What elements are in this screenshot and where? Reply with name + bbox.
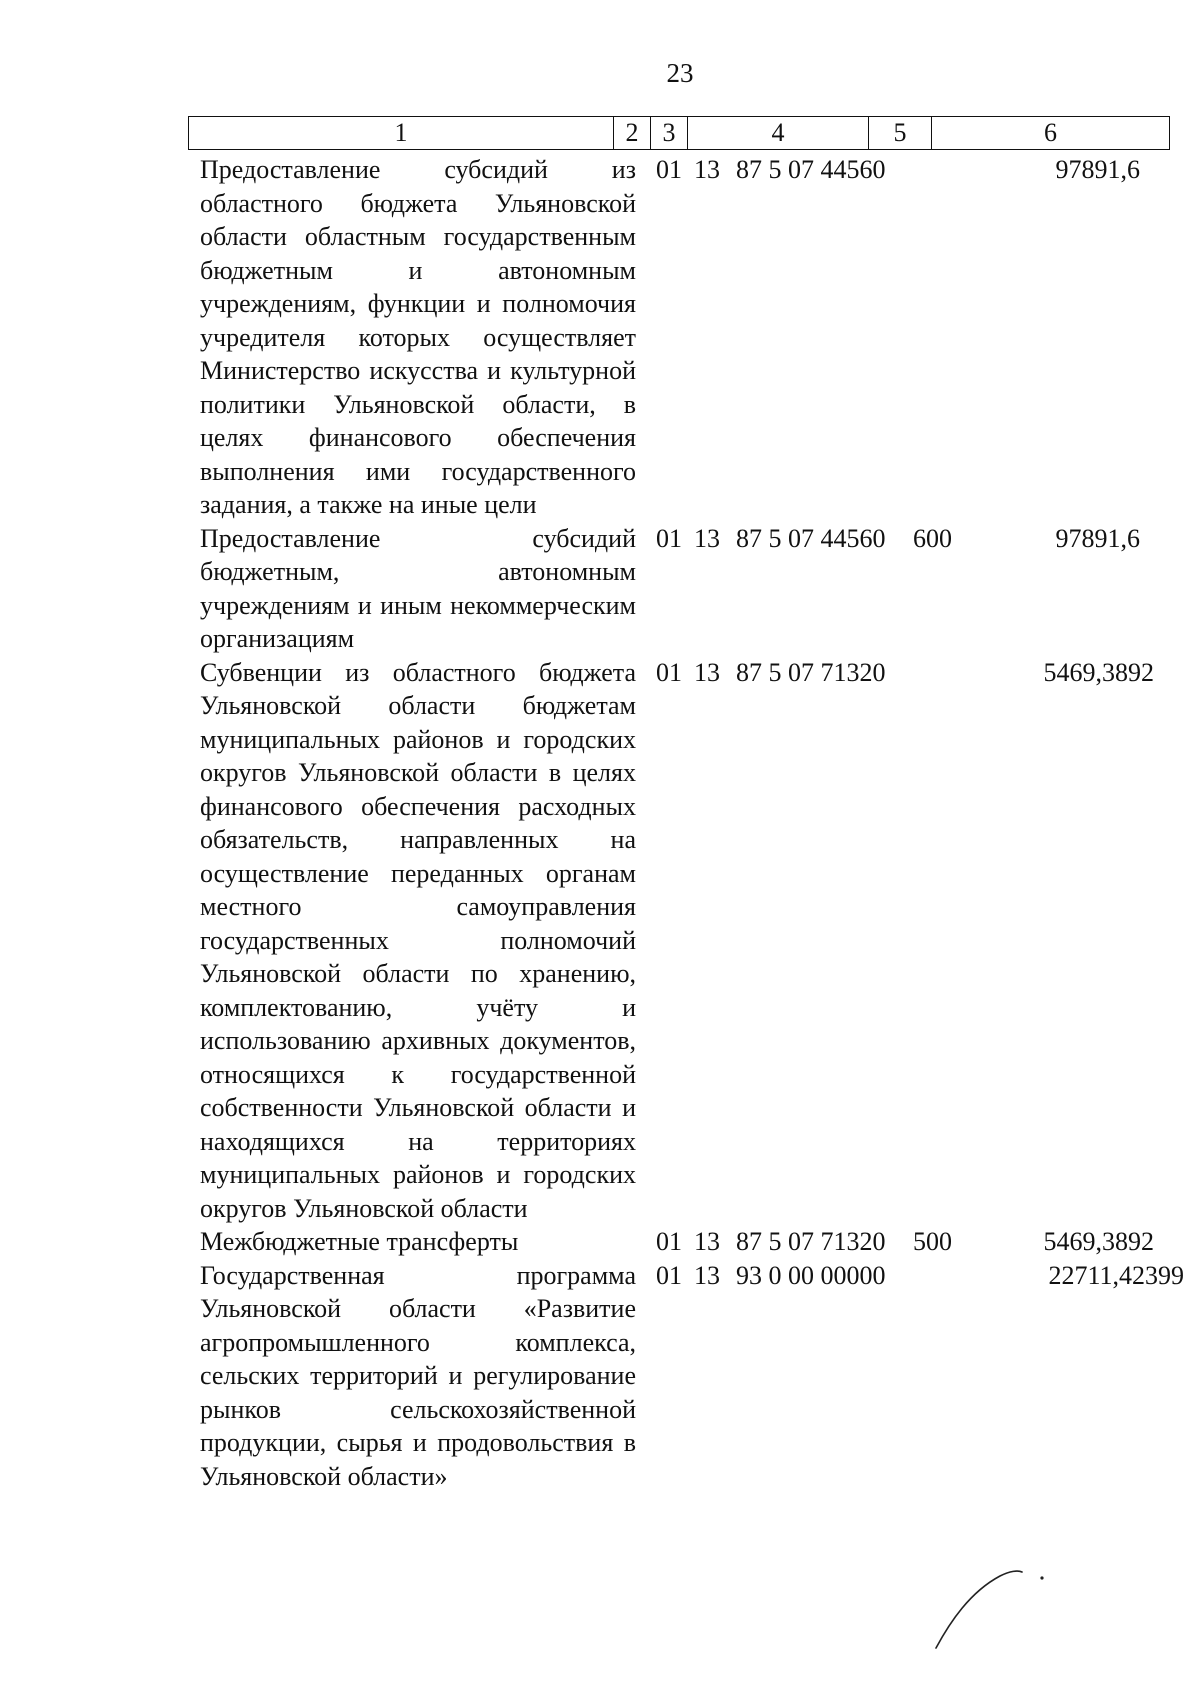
table-row xyxy=(200,656,1180,1226)
row-description: Субвенции из областного бюджета Ульяновской области бюджетам муниципальных районов и городских округов Ульяновской области в целях финансового обеспечения расходных обязательств, направленных на осуществление переданных органам местного самоуправления государственных полномочий Ульяновской области по хранению, комплектованию, учёту и использованию архивных документов, относящихся к государственной собственности Ульяновской области и находящихся на территориях муниципальных районов и городских округов Ульяновской области xyxy=(200,657,636,1223)
page-number: 23 xyxy=(666,58,694,88)
table-row xyxy=(200,1259,1184,1494)
table-row xyxy=(200,1225,1180,1259)
row-expense-type: 500 xyxy=(913,1227,952,1256)
table-body xyxy=(200,153,1184,1493)
row-section: 01 xyxy=(656,657,682,687)
table-row xyxy=(200,153,1180,522)
row-subsection: 13 xyxy=(694,1227,720,1256)
row-amount: 97891,6 xyxy=(1055,523,1140,553)
header-col-1: 1 xyxy=(394,118,408,147)
header-col-2: 2 xyxy=(614,117,651,150)
row-section: 01 xyxy=(656,1227,682,1256)
row-target-article: 93 0 00 00000 xyxy=(736,1260,886,1290)
table-row xyxy=(200,522,1180,656)
row-subsection: 13 xyxy=(694,523,720,553)
header-col-5: 5 xyxy=(869,117,932,150)
row-subsection: 13 xyxy=(694,155,720,184)
row-description: Предоставление субсидий из областного бюджета Ульяновской области областным государственным бюджетным и автономным учреждениям, функции и полномочия учредителя которых осуществляет Министерство искусства и культурной политики Ульяновской области, в целях финансового обеспечения выполнения ими государственного задания, а также на иные цели xyxy=(200,155,636,519)
row-amount: 5469,3892 xyxy=(1043,1227,1154,1256)
row-description: Предоставление субсидий бюджетным, автономным учреждениям и иным некоммерческим организациям xyxy=(200,523,636,653)
row-target-article: 87 5 07 44560 xyxy=(736,523,886,553)
signature-mark xyxy=(930,1562,1050,1652)
row-section: 01 xyxy=(656,523,682,553)
header-col-3: 3 xyxy=(651,117,688,150)
row-amount: 5469,3892 xyxy=(1043,657,1154,687)
row-description: Государственная программа Ульяновской области «Развитие агропромышленного комплекса, сельских территорий и регулирование рынков сельскохозяйственной продукции, сырья и продовольствия в Ульяновской области» xyxy=(200,1260,636,1491)
table-header xyxy=(188,116,1170,150)
row-section: 01 xyxy=(656,155,682,184)
row-subsection: 13 xyxy=(694,1260,720,1290)
row-target-article: 87 5 07 71320 xyxy=(736,657,886,687)
row-amount: 97891,6 xyxy=(1055,155,1140,184)
row-subsection: 13 xyxy=(694,657,720,687)
row-section: 01 xyxy=(656,1260,682,1290)
row-amount: 22711,42399 xyxy=(1048,1260,1184,1290)
row-description: Межбюджетные трансферты xyxy=(200,1227,519,1256)
row-expense-type: 600 xyxy=(913,523,952,553)
header-col-4: 4 xyxy=(688,117,869,150)
row-target-article: 87 5 07 71320 xyxy=(736,1227,886,1256)
row-target-article: 87 5 07 44560 xyxy=(736,155,886,184)
header-col-6: 6 xyxy=(932,117,1170,150)
